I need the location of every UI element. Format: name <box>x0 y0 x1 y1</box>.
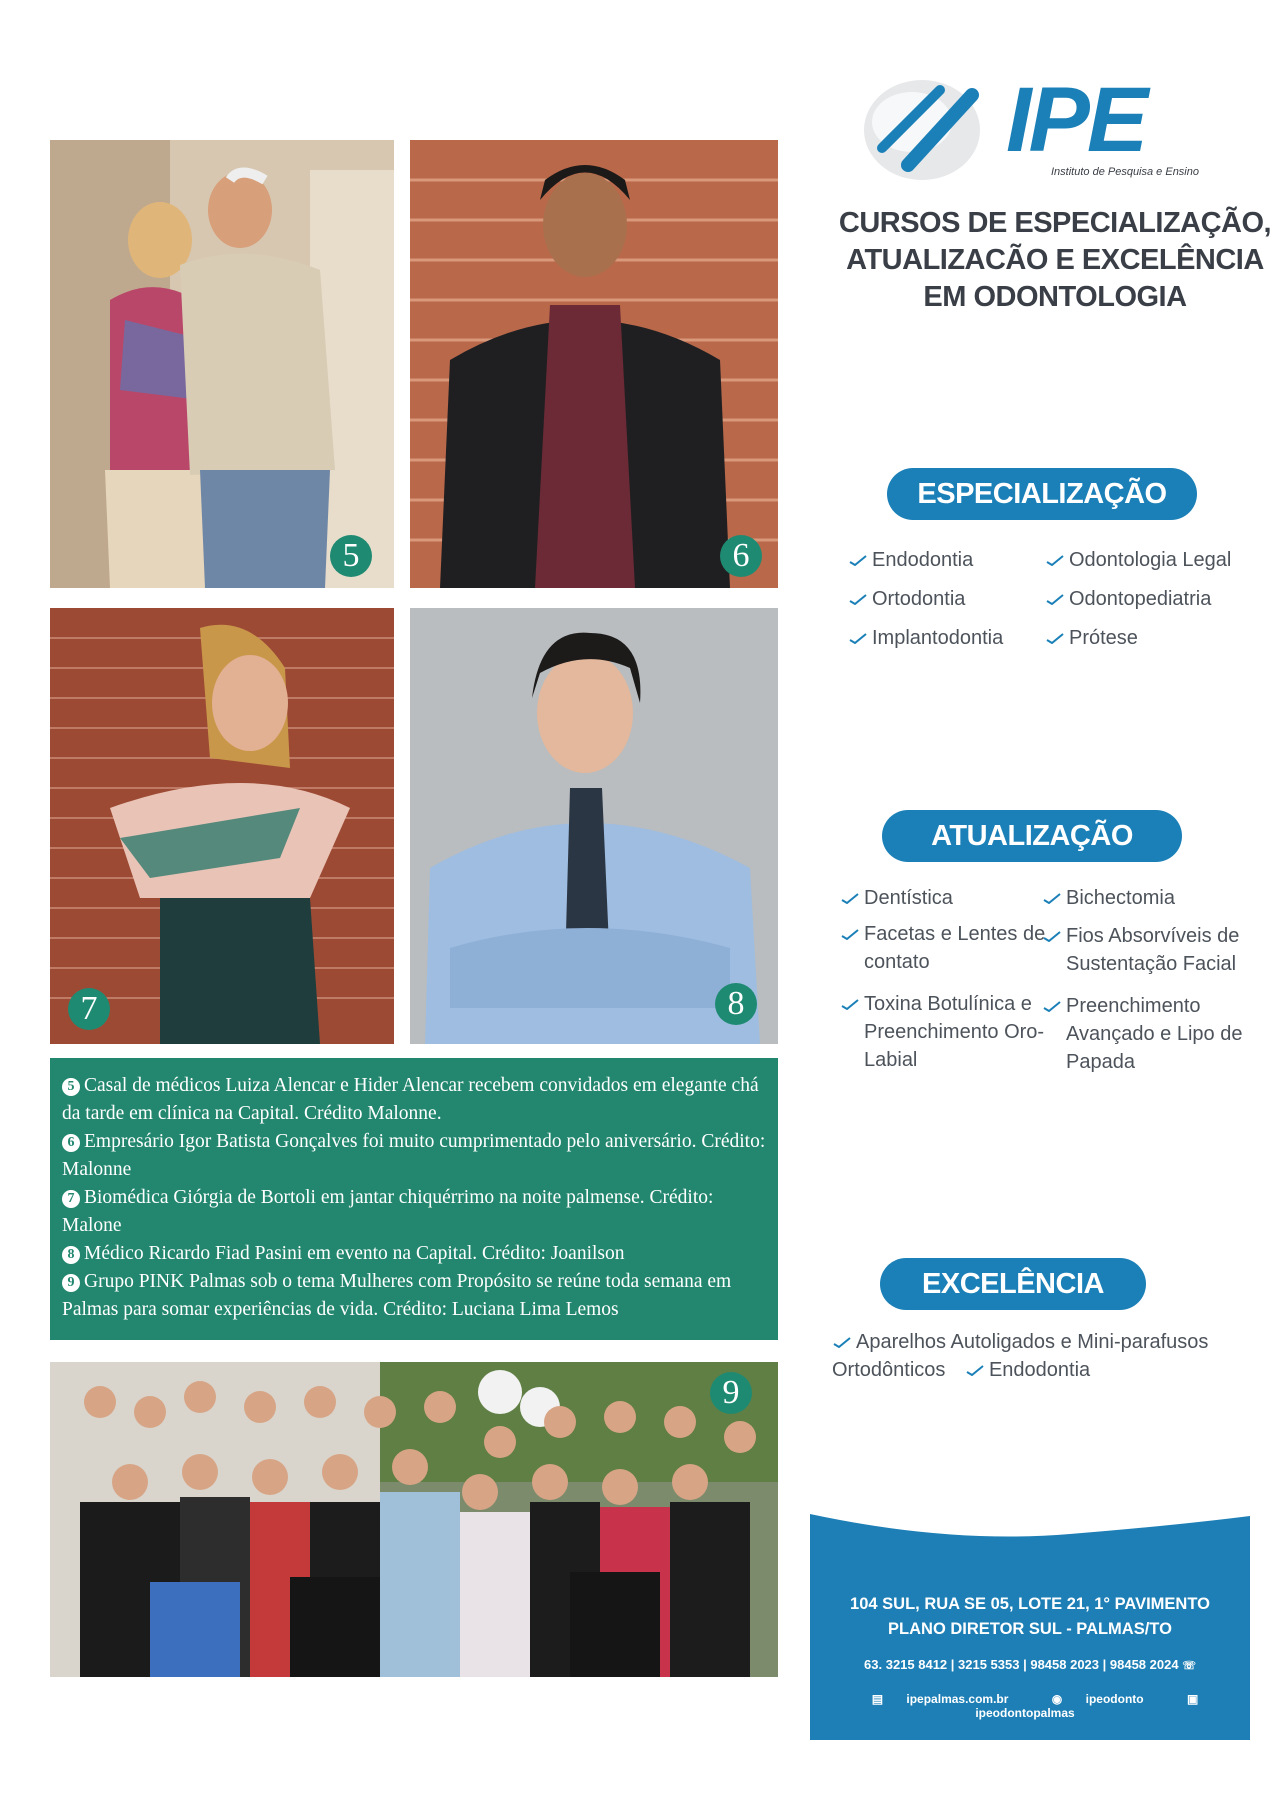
instagram-icon: ◉ <box>1051 1692 1063 1706</box>
photo-biomedic <box>50 608 394 1044</box>
instagram-link[interactable]: ◉ ipeodonto <box>1051 1692 1144 1706</box>
caption-8: 8 Médico Ricardo Fiad Pasini em evento na Capital. Crédito: Joanilson <box>62 1240 768 1268</box>
course-item: Bichectomia <box>1042 884 1247 912</box>
photo-businessman <box>410 140 778 588</box>
check-icon <box>848 554 868 566</box>
course-item: Odontopediatria <box>1045 585 1211 613</box>
check-icon <box>840 892 860 904</box>
photo-group <box>50 1362 778 1677</box>
ipe-logo-subtitle: Instituto de Pesquisa e Ensino <box>1051 166 1199 178</box>
caption-5: 5 Casal de médicos Luiza Alencar e Hider Alencar recebem convidados em elegante chá da tarde em clínica na Capital. Crédito Malonne. <box>62 1075 759 1124</box>
whatsapp-icon: ☏ <box>1182 1660 1196 1672</box>
photo-number-badge: 6 <box>720 535 762 577</box>
course-item: Endodontia <box>848 546 973 574</box>
ad-headline: CURSOS DE ESPECIALIZAÇÃO, ATUALIZACÃO E EXCELÊNCIA EM ODONTOLOGIA <box>838 207 1272 313</box>
photo-doctor <box>410 608 778 1044</box>
monitor-icon: ▤ <box>871 1692 884 1706</box>
contact-social <box>810 1692 1250 1720</box>
section-title-atualizacao: ATUALIZAÇÃO <box>882 810 1182 862</box>
photo-number-badge: 9 <box>710 1372 752 1414</box>
facebook-icon: ▣ <box>1186 1692 1199 1706</box>
contact-box-wave <box>810 1514 1250 1544</box>
course-item: Odontologia Legal <box>1045 546 1231 574</box>
check-icon <box>1042 930 1062 942</box>
check-icon <box>840 998 860 1010</box>
photo-couple <box>50 140 394 588</box>
ipe-logo <box>860 70 1240 185</box>
ipe-logo-text: IPE <box>1006 69 1146 171</box>
contact-phones: 63. 3215 8412 | 3215 5353 | 98458 2023 | 98458 2024 ☏ <box>864 1657 1196 1672</box>
check-icon <box>848 632 868 644</box>
captions-box <box>50 1058 778 1340</box>
photo-number-badge: 8 <box>715 983 757 1025</box>
course-item: Preenchimento Avançado e Lipo de Papada <box>1042 992 1271 1076</box>
course-item: Implantodontia <box>848 624 1003 652</box>
course-item: Toxina Botulínica e Preenchimento Oro-Labial <box>840 990 1054 1074</box>
facebook-link[interactable]: ▣ ipeodontopalmas <box>975 1692 1199 1720</box>
check-icon <box>1042 1000 1062 1012</box>
contact-box <box>810 1540 1250 1740</box>
photo-number-badge: 5 <box>330 535 372 577</box>
course-item: Prótese <box>1045 624 1138 652</box>
section-title-excelencia: EXCELÊNCIA <box>880 1258 1146 1310</box>
check-icon <box>840 928 860 940</box>
caption-7: 7 Biomédica Giórgia de Bortoli em jantar chiquérrimo na noite palmense. Crédito: Malone <box>62 1187 714 1236</box>
website-link[interactable]: ▤ ipepalmas.com.br <box>871 1692 1009 1706</box>
contact-address: 104 SUL, RUA SE 05, LOTE 21, 1° PAVIMENTO PLANO DIRETOR SUL - PALMAS/TO <box>850 1595 1210 1638</box>
check-icon <box>1045 632 1065 644</box>
photo-number-badge: 7 <box>68 988 110 1030</box>
check-icon <box>1045 554 1065 566</box>
course-item: Fios Absorvíveis de Sustentação Facial <box>1042 922 1271 978</box>
check-icon <box>832 1336 852 1348</box>
section-title-especializacao: ESPECIALIZAÇÃO <box>887 468 1197 520</box>
course-item: Ortodontia <box>848 585 965 613</box>
course-item: Dentística <box>840 884 1030 912</box>
check-icon <box>1045 593 1065 605</box>
ipe-logo-mark-icon <box>860 70 1000 185</box>
caption-6: 6 Empresário Igor Batista Gonçalves foi muito cumprimentado pelo aniversário. Crédito: Malonne <box>62 1131 766 1180</box>
course-item: Aparelhos Autoligados e Mini-parafusos Ortodônticos Endodontia <box>832 1331 1209 1381</box>
check-icon <box>965 1364 985 1376</box>
course-item: Facetas e Lentes de contato <box>840 920 1054 976</box>
caption-9: 9 Grupo PINK Palmas sob o tema Mulheres com Propósito se reúne toda semana em Palmas para somar experiências de vida. Crédito: Luciana Lima Lemos <box>62 1271 732 1320</box>
check-icon <box>848 593 868 605</box>
check-icon <box>1042 892 1062 904</box>
